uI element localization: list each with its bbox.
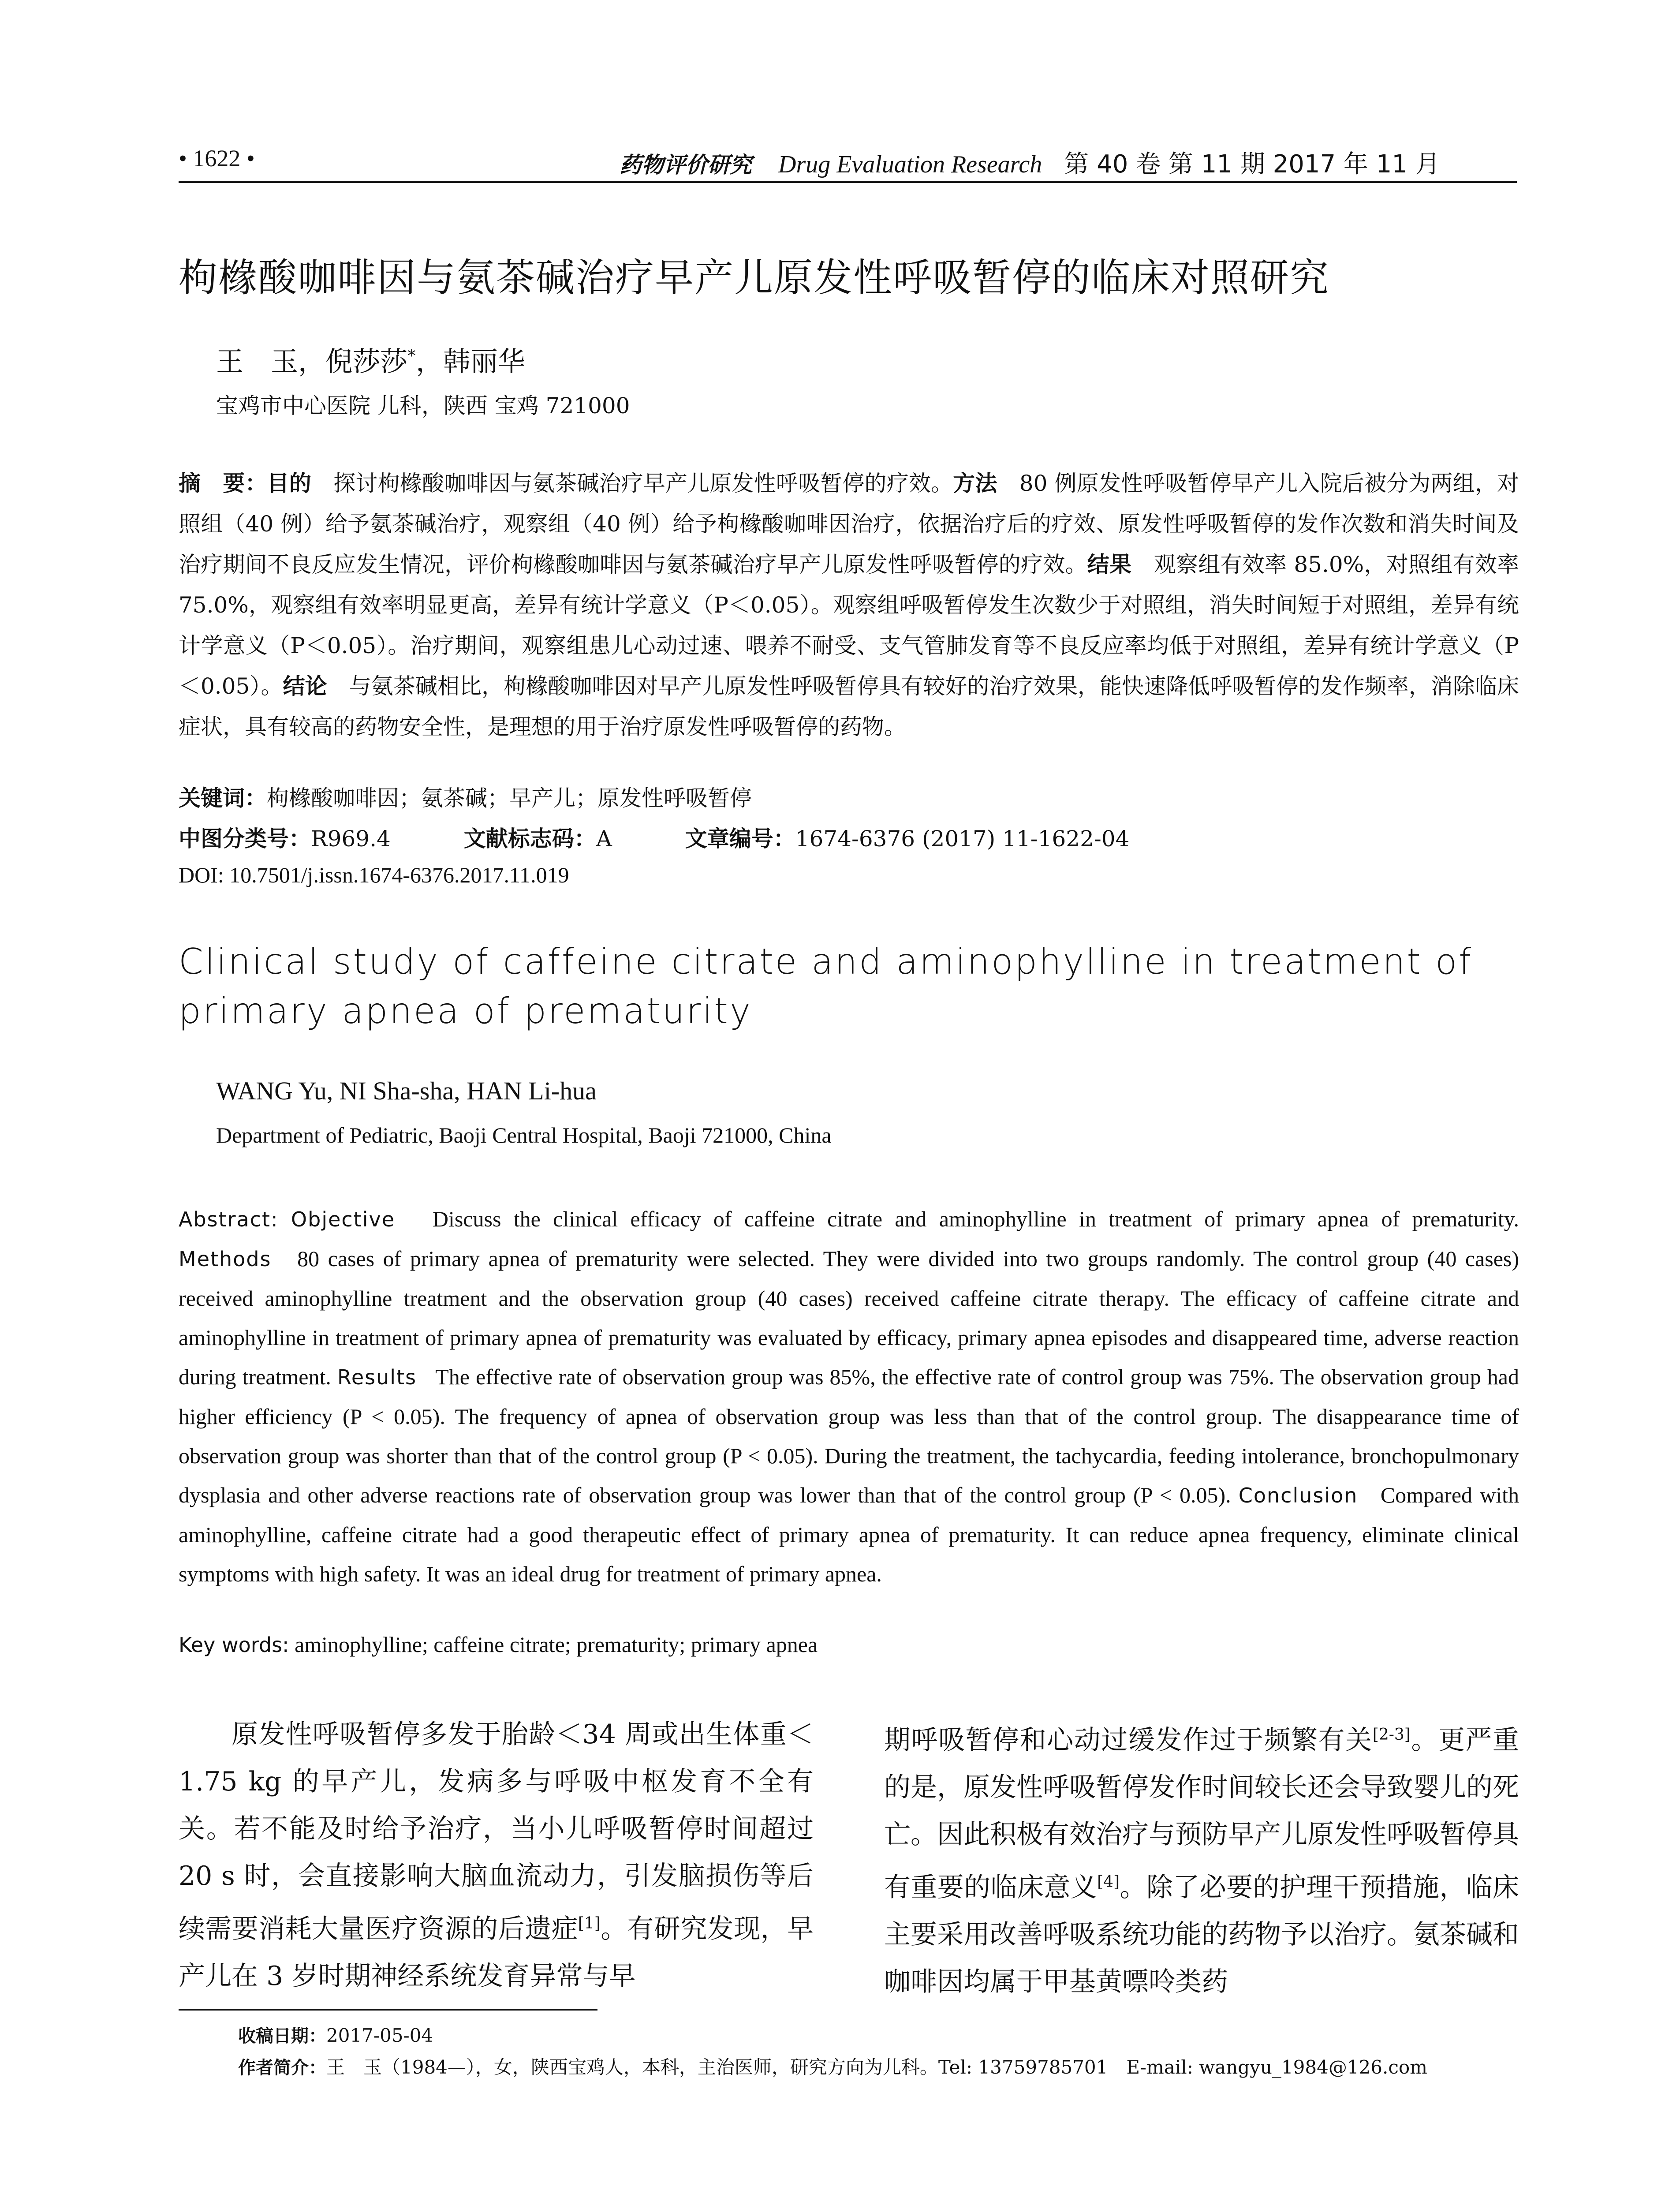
article-no-label: 文章编号： — [685, 826, 795, 852]
cn-title: 枸橼酸咖啡因与氨茶碱治疗早产儿原发性呼吸暂停的临床对照研究 — [179, 255, 1330, 300]
cn-objective-label: 目的 — [267, 471, 312, 496]
clc-label: 中图分类号： — [179, 826, 311, 852]
en-objective-label: Objective — [291, 1207, 396, 1231]
doc-code-group — [464, 826, 612, 852]
cn-keywords-label: 关键词： — [179, 785, 267, 811]
page-number: • 1622 • — [179, 145, 255, 172]
en-results-label: Results — [337, 1365, 417, 1389]
cn-abstract — [179, 463, 1519, 747]
en-affiliation: Department of Pediatric, Baoji Central Hospital, Baoji 721000, China — [216, 1123, 832, 1147]
en-methods-label: Methods — [179, 1247, 272, 1271]
en-conclusion: Compared with aminophylline, caffeine citrate had a good therapeutic effect of primary apnea of prematurity. It can reduce apnea frequency, eliminate clinical symptoms with high safety. It was an ideal drug for treatment of primary apnea. — [179, 1483, 1519, 1586]
body-text: 原发性呼吸暂停多发于胎龄＜34 周或出生体重＜1.75 kg 的早产儿，发病多与呼吸中枢发育不全有关。若不能及时给予治疗，当小儿呼吸暂停时间超过 20 s 时，会直接影响大脑血流动力，引发脑损伤等后续需要消耗大量医疗资源的后遗症 — [179, 1719, 814, 1944]
cn-authors-main: 王 玉，倪莎莎 — [216, 345, 408, 377]
journal-info — [620, 145, 1440, 180]
clc-value: R969.4 — [311, 826, 391, 852]
en-keywords — [179, 1632, 818, 1657]
cn-abstract-label: 摘 要： — [179, 471, 267, 496]
received-value: 2017-05-04 — [326, 2025, 433, 2046]
issue-info: 第 40 卷 第 11 期 2017 年 11 月 — [1064, 150, 1440, 179]
running-header — [179, 140, 1517, 183]
en-objective: Discuss the clinical efficacy of caffeine citrate and aminophylline in treatment of primary apnea of prematurity. — [432, 1207, 1519, 1231]
received-label: 收稿日期： — [238, 2026, 326, 2046]
cn-conclusion: 与氨茶碱相比，枸橼酸咖啡因对早产儿原发性呼吸暂停具有较好的治疗效果，能快速降低呼吸暂停的发作频率，消除临床症状，具有较高的药物安全性，是理想的用于治疗原发性呼吸暂停的药物。 — [179, 673, 1519, 740]
body-column-right — [884, 1711, 1519, 2006]
cn-conclusion-label: 结论 — [283, 673, 327, 699]
citation: [2-3] — [1372, 1726, 1411, 1744]
author-bio-text: 王 玉（1984—），女，陕西宝鸡人，本科，主治医师，研究方向为儿科。Tel: 13759785701 E-mail: wangyu_1984@126.com — [326, 2056, 1427, 2078]
citation: [1] — [578, 1914, 601, 1932]
author-bio-label: 作者简介： — [238, 2058, 326, 2078]
corresponding-mark: * — [407, 346, 416, 366]
en-abstract — [179, 1200, 1519, 1594]
cn-authors-rest: ，韩丽华 — [416, 345, 526, 377]
body-column-left — [179, 1711, 814, 2000]
journal-cn-logo: 药物评价研究 — [620, 152, 752, 178]
body-text: 。有研究发现，早产儿在 3 岁时期神经系统发育异常与早 — [179, 1913, 814, 1992]
citation: [4] — [1097, 1873, 1120, 1891]
body-text: 。更严重的是，原发性呼吸暂停发作时间较长还会导致婴儿的死亡。因此积极有效治疗与预防早产儿原发性呼吸暂停具有重要的临床意义 — [884, 1725, 1519, 1903]
en-results: The effective rate of observation group was 85%, the effective rate of control group was 75%. The observation group had higher efficiency (P < 0.05). The frequency of apnea of observation group was less than that of the control group. The disappearance time of observation group was shorter than that of the control group (P < 0.05). During the treatment, the tachycardia, feeding intolerance, bronchopulmonary dysplasia and other adverse reactions rate of observation group was lower than that of the control group (P < 0.05). — [179, 1364, 1519, 1507]
cn-methods-label: 方法 — [953, 471, 997, 496]
body-paragraph — [179, 1711, 814, 2000]
en-keywords-label: Key words: — [179, 1633, 289, 1657]
journal-en-name: Drug Evaluation Research — [778, 151, 1042, 178]
received-date — [238, 2022, 433, 2047]
cn-affiliation: 宝鸡市中心医院 儿科，陕西 宝鸡 721000 — [216, 393, 630, 419]
en-title: Clinical study of caffeine citrate and aminophylline in treatment of primary apnea of prematurity — [179, 941, 1473, 1031]
cn-results-label: 结果 — [1087, 552, 1132, 577]
en-conclusion-label: Conclusion — [1238, 1484, 1358, 1507]
clc-group — [179, 826, 391, 852]
doc-code-value: A — [596, 826, 612, 852]
cn-results: 观察组有效率 85.0%，对照组有效率 75.0%，观察组有效率明显更高，差异有统计学意义（P＜0.05）。观察组呼吸暂停发生次数少于对照组，消失时间短于对照组，差异有统计学意义（P＜0.05）。治疗期间，观察组患儿心动过速、喂养不耐受、支气管肺发育等不良反应率均低于对照组，差异有统计学意义（P＜0.05）。 — [179, 552, 1519, 699]
cn-authors — [216, 340, 525, 379]
cn-keywords-text: 枸橼酸咖啡因；氨茶碱；早产儿；原发性呼吸暂停 — [267, 785, 752, 811]
cn-methods: 80 例原发性呼吸暂停早产儿入院后被分为两组，对照组（40 例）给予氨茶碱治疗，观察组（40 例）给予枸橼酸咖啡因治疗，依据治疗后的疗效、原发性呼吸暂停的发作次数和消失时间及治疗期间不良反应发生情况，评价枸橼酸咖啡因与氨茶碱治疗早产儿原发性呼吸暂停的疗效。 — [179, 471, 1519, 577]
footnote-divider — [179, 2009, 597, 2011]
body-text: 。除了必要的护理干预措施，临床主要采用改善呼吸系统功能的药物予以治疗。氨茶碱和咖啡因均属于甲基黄嘌呤类药 — [884, 1872, 1519, 1997]
en-authors: WANG Yu, NI Sha-sha, HAN Li-hua — [216, 1076, 597, 1105]
en-abstract-label: Abstract: — [179, 1207, 279, 1231]
article-no-value: 1674-6376 (2017) 11-1622-04 — [795, 826, 1130, 852]
author-bio — [238, 2053, 1427, 2079]
doc-code-label: 文献标志码： — [463, 826, 596, 852]
doi: DOI: 10.7501/j.issn.1674-6376.2017.11.019 — [179, 863, 569, 887]
en-keywords-text: aminophylline; caffeine citrate; prematurity; primary apnea — [295, 1632, 818, 1657]
cn-keywords — [179, 781, 752, 812]
cn-objective: 探讨枸橼酸咖啡因与氨茶碱治疗早产儿原发性呼吸暂停的疗效。 — [311, 471, 953, 496]
body-text: 期呼吸暂停和心动过缓发作过于频繁有关 — [884, 1725, 1373, 1756]
body-paragraph — [884, 1711, 1519, 2006]
classification-line — [179, 821, 1195, 853]
en-methods: 80 cases of primary apnea of prematurity were selected. They were divided into two groups randomly. The control group (40 cases) received aminophylline treatment and the observation group (40 cases) received caffeine citrate therapy. The efficacy of caffeine citrate and aminophylline in treatment of primary apnea of prematurity was evaluated by efficacy, primary apnea episodes and disappeared time, adverse reaction during treatment. — [179, 1246, 1519, 1389]
article-no-group — [685, 826, 1130, 852]
